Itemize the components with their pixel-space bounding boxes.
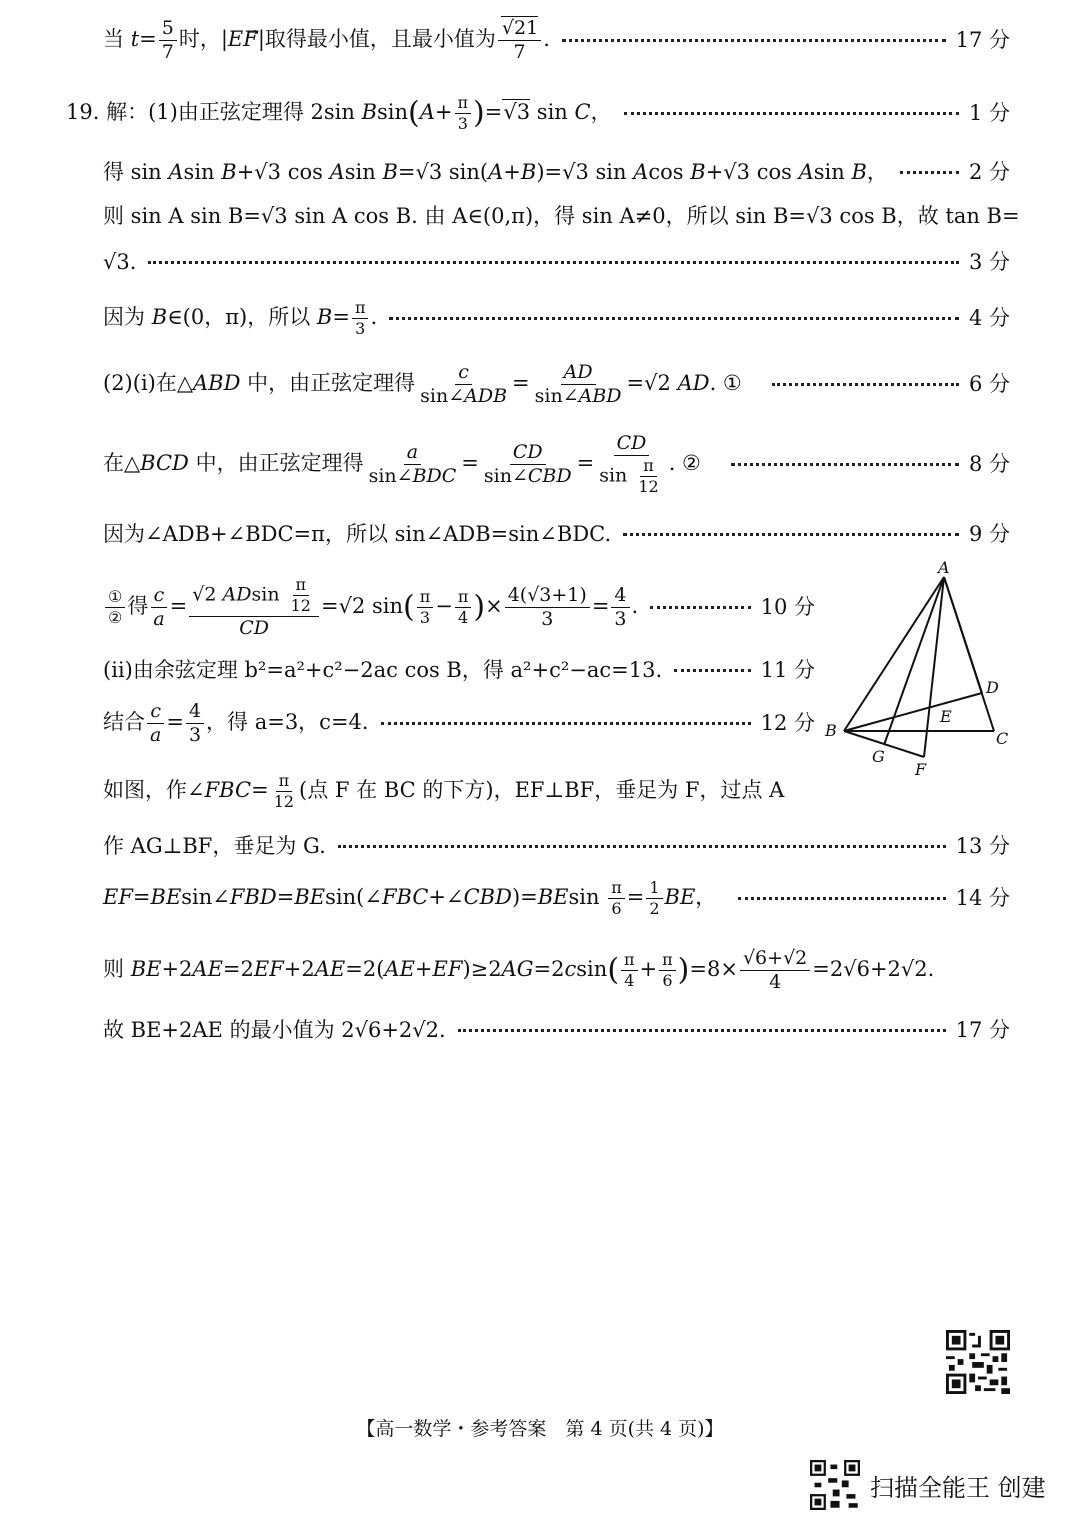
qr-code-icon <box>945 1330 1011 1394</box>
line-content: 结合 $\frac{c}{a}$ = $\frac{4}{3}$ ，得 a=3，c=4. <box>103 699 369 746</box>
leader-dots <box>623 533 959 536</box>
answer-line-solve <box>103 697 815 749</box>
score-label: 10 分 <box>760 594 815 619</box>
score-label: 9 分 <box>968 521 1010 546</box>
score-label: 4 分 <box>968 305 1010 330</box>
line-content: √3. <box>103 249 137 274</box>
leader-dots <box>624 112 959 115</box>
score-label: 14 分 <box>955 885 1010 910</box>
leader-dots <box>674 669 750 672</box>
label-f: F <box>915 760 927 779</box>
leader-dots <box>389 317 959 320</box>
score-label: 17 分 <box>955 1017 1010 1042</box>
answer-line-bcd <box>103 424 1010 504</box>
leader-dots <box>731 463 959 466</box>
score-label: 2 分 <box>968 159 1010 184</box>
line-content: (ⅱ)由余弦定理 b²=a²+c²−2ac cos B，得 a²+c²−ac=13. <box>103 657 663 682</box>
label-e: E <box>940 707 952 726</box>
score-label: 3 分 <box>968 249 1010 274</box>
leader-dots <box>381 722 751 725</box>
answer-line-construction <box>103 768 1010 814</box>
score-label: 11 分 <box>760 657 815 682</box>
answer-line-expand <box>103 158 1010 186</box>
leader-dots <box>562 39 946 42</box>
answer-line-tanb <box>103 202 1020 230</box>
answer-line-ratio <box>103 568 815 646</box>
score-label: 12 分 <box>760 710 815 735</box>
leader-dots <box>738 897 945 900</box>
answer-line-ef <box>103 874 1010 922</box>
line-content: 得 sin Asin B+√3 cos Asin B=√3 sin(A+B)=√3 sin Acos B+√3 cos Asin B， <box>103 159 888 184</box>
leader-dots <box>772 383 959 386</box>
score-label: 1 分 <box>968 100 1010 125</box>
segment-ad <box>944 577 982 693</box>
line-content: $\frac{\text{①}}{\text{②}}$ 得 $\frac{c}{a}$ = √2 ADsin $\frac{\pi}{12}$ CD =√2 sin( $\frac{\pi}{3}$ − $\frac{\pi}{4}$ )× $\frac{4(√3+1)}{3}$ = $\frac{4}{3}$ . <box>103 577 638 638</box>
answer-line-2-i <box>103 358 1010 410</box>
line-content: 19. 解：(1)由正弦定理得 2sin Bsin(A+ $\frac{\pi}{3}$ )=√3 sin C， <box>66 92 612 133</box>
answer-line-angle-sum <box>103 520 1010 548</box>
label-g: G <box>872 747 885 766</box>
scanner-watermark <box>810 1460 1046 1510</box>
page-footer: 【高一数学・参考答案 第 4 页(共 4 页)】 <box>356 1418 724 1440</box>
label-c: C <box>996 729 1009 748</box>
line-content: 如图，作∠FBC= $\frac{\pi}{12}$ (点 F 在 BC 的下方)，EF⊥BF，垂足为 F，过点 A <box>103 770 785 811</box>
leader-dots <box>650 606 750 609</box>
watermark-qr-icon <box>810 1460 860 1510</box>
answer-line-ag <box>103 832 1010 860</box>
line-content-tail: (点 F 在 BC 的下方)，EF⊥BF，垂足为 F，过点 A <box>299 777 785 802</box>
answer-line-min <box>103 1016 1010 1044</box>
answer-line-sqrt3 <box>103 248 1010 276</box>
line-content: 故 BE+2AE 的最小值为 2√6+2√2. <box>103 1017 446 1042</box>
score-label: 17 分 <box>955 27 1010 52</box>
answer-line-b-value <box>103 298 1010 338</box>
watermark-text: 扫描全能王 创建 <box>870 1473 1046 1502</box>
answer-line-cosine <box>103 656 815 684</box>
answer-line-19-1 <box>66 90 1010 136</box>
line-content: (2)(ⅰ)在△ABD 中，由正弦定理得 $\frac{c}{\text{sin∠ADB}}$ = $\frac{AD}{\text{sin∠ABD}}$ =√2 AD. ① <box>103 360 742 407</box>
label-d: D <box>986 678 999 697</box>
line-content: 在△BCD 中，由正弦定理得 $\frac{a}{\text{sin∠BDC}}$ = $\frac{CD}{\text{sin∠CBD}}$ = CD sin $\frac{\pi}{12}$ . ② <box>103 431 701 496</box>
line-content: 因为 B∈(0，π)，所以 B= $\frac{\pi}{3}$ . <box>103 297 378 338</box>
score-label: 13 分 <box>955 833 1010 858</box>
answer-line-t-min <box>103 18 1010 62</box>
line-content: 作 AG⊥BF，垂足为 G. <box>103 833 326 858</box>
leader-dots <box>148 261 959 264</box>
answer-line-inequality <box>103 944 1010 996</box>
leader-dots <box>900 171 959 174</box>
line-content-tail: ，得 a=3，c=4. <box>206 709 369 734</box>
score-label: 8 分 <box>968 451 1010 476</box>
line-content: 则 BE+2AE=2EF+2AE=2(AE+EF)≥2AG=2csin( $\frac{\pi}{4}$ + $\frac{\pi}{6}$ )=8× $\frac{√6+√2}{4}$ =2√6+2√2. <box>103 946 935 993</box>
score-label: 6 分 <box>968 371 1010 396</box>
line-content: EF=BEsin∠FBD=BEsin(∠FBC+∠CBD)=BEsin $\frac{\pi}{6}$ = $\frac{1}{2}$ BE， <box>103 877 717 918</box>
line-content: 因为∠ADB+∠BDC=π，所以 sin∠ADB=sin∠BDC. <box>103 521 612 546</box>
label-b: B <box>825 721 837 740</box>
leader-dots <box>458 1029 946 1032</box>
leader-dots <box>338 845 946 848</box>
label-a: A <box>938 558 950 577</box>
line-content: 当 t= $\frac{5}{7}$ 时，|EF⃗|取得最小值，且最小值为 $\frac{√21}{7}$ . <box>103 16 550 63</box>
line-content: 则 sin A sin B=√3 sin A cos B. 由 A∈(0,π)，得 sin A≠0，所以 sin B=√3 cos B，故 tan B= <box>103 203 1020 228</box>
line-content-tail: =2√6+2√2. <box>812 956 935 981</box>
triangle-diagram <box>820 555 1020 780</box>
